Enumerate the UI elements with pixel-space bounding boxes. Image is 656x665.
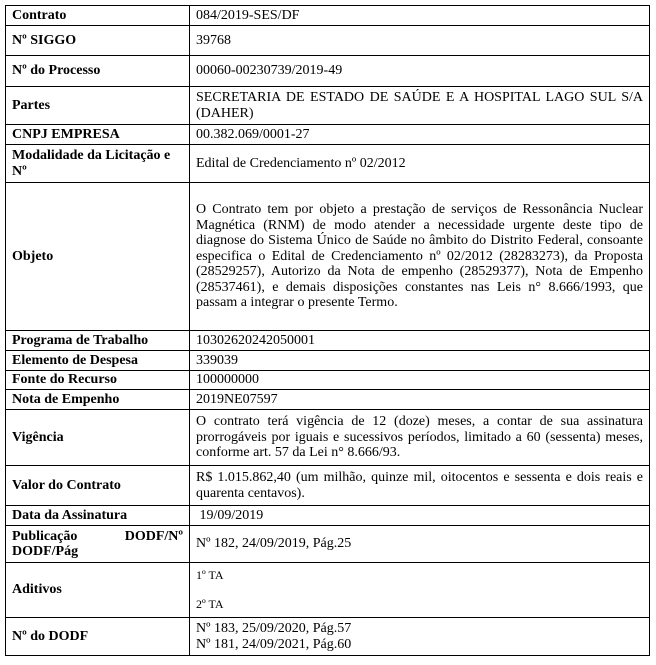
publicacao-label-a: Publicação [12, 528, 78, 544]
dodf-line: Nº 183, 25/09/2020, Pág.57 [196, 621, 352, 636]
label-cnpj: CNPJ EMPRESA [6, 125, 190, 145]
value-partes: SECRETARIA DE ESTADO DE SAÚDE E A HOSPITAL LAGO SUL S/A (DAHER) [190, 87, 650, 125]
value-publicacao: Nº 182, 24/09/2019, Pág.25 [190, 526, 650, 563]
label-empenho: Nota de Empenho [6, 390, 190, 410]
label-processo: Nº do Processo [6, 56, 190, 87]
value-vigencia: O contrato terá vigência de 12 (doze) meses, a contar de sua assinatura prorrogáveis por iguais e sucessivos períodos, limitado a 60 (sessenta) meses, conforme art. 57 da Lei n° 8.666/93. [190, 410, 650, 466]
label-modalidade: Modalidade da Licitação e Nº [6, 145, 190, 183]
row-assinatura [6, 506, 650, 526]
publicacao-label-c: DODF/Pág [12, 544, 79, 559]
label-assinatura: Data da Assinatura [6, 506, 190, 526]
label-fonte: Fonte do Recurso [6, 371, 190, 390]
row-objeto [6, 183, 650, 331]
row-partes [6, 87, 650, 125]
value-modalidade: Edital de Credenciamento nº 02/2012 [190, 145, 650, 183]
row-modalidade [6, 145, 650, 183]
value-cnpj: 00.382.069/0001-27 [190, 125, 650, 145]
row-elemento [6, 351, 650, 371]
value-elemento: 339039 [190, 351, 650, 371]
value-processo: 00060-00230739/2019-49 [190, 56, 650, 87]
row-empenho [6, 390, 650, 410]
row-siggo [6, 26, 650, 56]
row-processo [6, 56, 650, 87]
value-aditivos [190, 563, 650, 618]
row-fonte [6, 371, 650, 390]
value-siggo: 39768 [190, 26, 650, 56]
label-programa: Programa de Trabalho [6, 331, 190, 351]
value-objeto: O Contrato tem por objeto a prestação de serviços de Ressonância Nuclear Magnética (RNM) de modo atender a necessidade urgente deste tipo de diagnose do Sistema Único de Saúde no âmbito do Distrito Federal, consoante especifica o Edital de Credenciamento nº 02/2012 (28283273), da Proposta (28529257), Autorizo da Nota de empenho (28529377), Nota de Empenho (28537461), e demais disposições constantes nas Leis n° 8.666/1993, que passam a integrar o presente Termo. [190, 183, 650, 331]
value-assinatura [190, 506, 650, 526]
value-empenho: 2019NE07597 [190, 390, 650, 410]
row-contrato [6, 6, 650, 26]
row-dodf [6, 618, 650, 656]
row-valor [6, 466, 650, 506]
label-siggo: Nº SIGGO [6, 26, 190, 56]
label-partes: Partes [6, 87, 190, 125]
label-dodf: Nº do DODF [6, 618, 190, 656]
aditivo-item: 2º TA [196, 596, 224, 611]
label-aditivos: Aditivos [6, 563, 190, 618]
label-contrato: Contrato [6, 6, 190, 26]
publicacao-label-b: DODF/Nº [124, 528, 183, 544]
publicacao-label-line [12, 529, 183, 545]
value-dodf [190, 618, 650, 656]
row-vigencia [6, 410, 650, 466]
contract-table [5, 5, 650, 656]
label-publicacao [6, 526, 190, 563]
assinatura-date: 19/09/2019 [199, 507, 264, 523]
row-programa [6, 331, 650, 351]
value-contrato: 084/2019-SES/DF [190, 6, 650, 26]
dodf-line: Nº 181, 24/09/2021, Pág.60 [196, 636, 352, 652]
row-publicacao [6, 526, 650, 563]
label-elemento: Elemento de Despesa [6, 351, 190, 371]
label-objeto: Objeto [6, 183, 190, 331]
row-aditivos [6, 563, 650, 618]
label-vigencia: Vigência [6, 410, 190, 466]
value-valor: R$ 1.015.862,40 (um milhão, quinze mil, oitocentos e sessenta e dois reais e quarenta centavos). [190, 466, 650, 506]
value-programa: 10302620242050001 [190, 331, 650, 351]
aditivo-item: 1º TA [196, 568, 224, 582]
row-cnpj [6, 125, 650, 145]
label-valor: Valor do Contrato [6, 466, 190, 506]
value-fonte: 100000000 [190, 371, 650, 390]
